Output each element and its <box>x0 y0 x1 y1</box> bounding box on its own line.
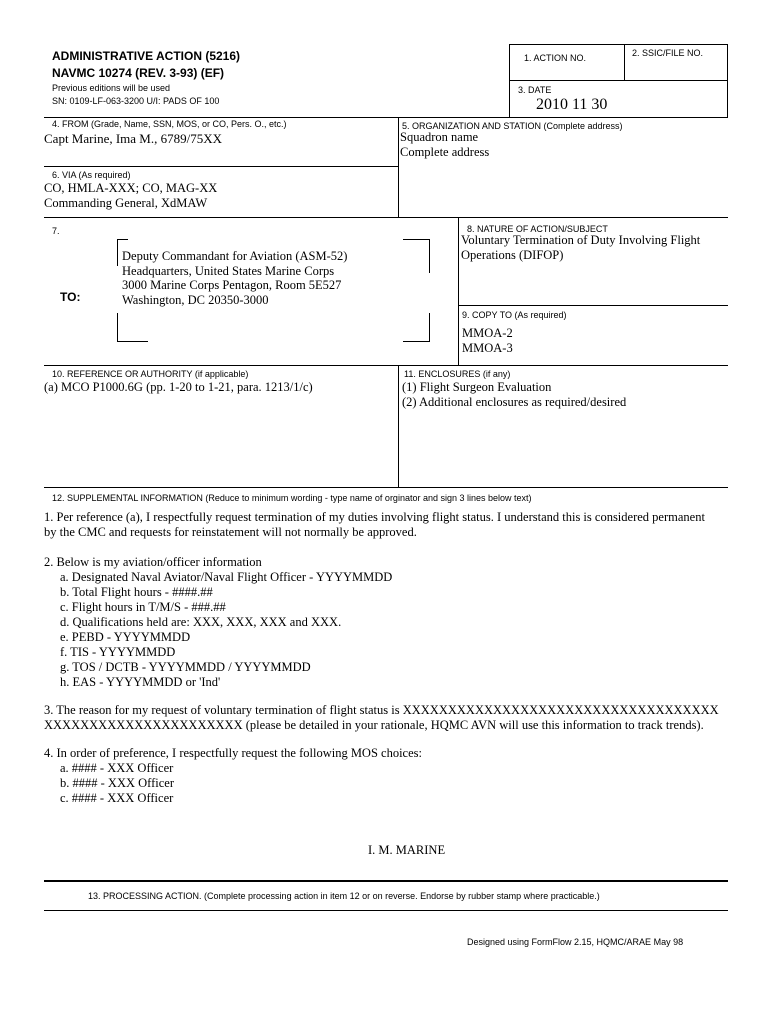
supplemental-info-label: 12. SUPPLEMENTAL INFORMATION (Reduce to minimum wording - type name of orginator and sign 3 lines below text) <box>52 493 532 503</box>
ssic-file-no-field[interactable] <box>632 62 724 76</box>
nature-of-action-label: 8. NATURE OF ACTION/SUBJECT <box>467 224 608 234</box>
enclosure-line: (1) Flight Surgeon Evaluation <box>402 380 552 394</box>
reference-label: 10. REFERENCE OR AUTHORITY (if applicable) <box>52 369 249 379</box>
form-title: ADMINISTRATIVE ACTION (5216) <box>52 49 241 63</box>
mos-choice-list <box>44 761 728 806</box>
copy-to-line: MMOA-2 <box>462 326 513 340</box>
paragraph-2 <box>44 555 728 690</box>
list-item: e. PEBD - YYYYMMDD <box>60 630 191 644</box>
list-item: a. #### - XXX Officer <box>60 761 174 775</box>
to-label: TO: <box>60 290 81 304</box>
copy-to-line: MMOA-3 <box>462 340 513 355</box>
form-number: NAVMC 10274 (REV. 3-93) (EF) <box>52 66 225 80</box>
via-line: CO, HMLA-XXX; CO, MAG-XX <box>44 181 218 195</box>
from-field[interactable]: Capt Marine, Ima M., 6789/75XX <box>44 131 223 146</box>
paragraph-line: XXXXXXXXXXXXXXXXXXXXXX (please be detailed in your rationale, HQMC AVN will use this information to track trends). <box>44 718 704 732</box>
previous-editions-note: Previous editions will be used <box>52 83 171 93</box>
organization-line: Complete address <box>400 144 490 159</box>
list-item: c. Flight hours in T/M/S - ###.## <box>60 600 226 614</box>
via-field[interactable] <box>44 181 217 210</box>
nature-of-action-line: Operations (DIFOP) <box>461 247 564 262</box>
processing-action-label: 13. PROCESSING ACTION. (Complete processing action in item 12 or on reverse. Endorse by rubber stamp where practicable.) <box>88 891 600 901</box>
action-no-field[interactable] <box>524 66 620 78</box>
reference-line: (a) MCO P1000.6G (pp. 1-20 to 1-21, para. 1213/1/c) <box>44 380 313 394</box>
info-list <box>44 570 728 690</box>
paragraph-line: 1. Per reference (a), I respectfully request termination of my duties involving flight status. I understand this is considered permanent <box>44 510 705 524</box>
paragraph-lead: 4. In order of preference, I respectfully request the following MOS choices: <box>44 746 422 760</box>
paragraph-3 <box>44 703 728 733</box>
enclosure-line: (2) Additional enclosures as required/desired <box>402 394 627 409</box>
to-number-label: 7. <box>52 226 60 236</box>
to-address-line: 3000 Marine Corps Pentagon, Room 5E527 <box>122 278 342 292</box>
nature-of-action-field[interactable] <box>461 233 700 262</box>
paragraph-4 <box>44 746 728 806</box>
list-item: d. Qualifications held are: XXX, XXX, XXX and XXX. <box>60 615 342 629</box>
paragraph-line: by the CMC and requests for reinstatement will not normally be approved. <box>44 525 417 539</box>
action-no-label: 1. ACTION NO. <box>524 53 587 63</box>
stock-number: SN: 0109-LF-063-3200 U/I: PADS OF 100 <box>52 96 220 106</box>
enclosures-field[interactable] <box>402 380 626 409</box>
to-address-field[interactable] <box>122 249 347 307</box>
organization-field[interactable] <box>400 130 489 159</box>
enclosures-label: 11. ENCLOSURES (if any) <box>404 369 511 379</box>
date-label: 3. DATE <box>518 85 552 95</box>
formflow-credit: Designed using FormFlow 2.15, HQMC/ARAE May 98 <box>467 937 684 947</box>
organization-line: Squadron name <box>400 130 479 144</box>
list-item: h. EAS - YYYYMMDD or 'Ind' <box>60 675 221 689</box>
via-label: 6. VIA (As required) <box>52 170 131 180</box>
from-label: 4. FROM (Grade, Name, SSN, MOS, or CO, Pers. O., etc.) <box>52 119 287 129</box>
date-field[interactable]: 2010 11 30 <box>536 96 608 113</box>
to-address-line: Washington, DC 20350-3000 <box>122 292 269 307</box>
list-item: f. TIS - YYYYMMDD <box>60 645 176 659</box>
list-item: g. TOS / DCTB - YYYYMMDD / YYYYMMDD <box>60 660 311 674</box>
paragraph-line: 3. The reason for my request of voluntary termination of flight status is XXXXXXXXXXXXXXXXXXXXXXXXXXXXXXXXXXX <box>44 703 719 717</box>
list-item: b. Total Flight hours - ####.## <box>60 585 213 599</box>
organization-label: 5. ORGANIZATION AND STATION (Complete address) <box>402 121 623 131</box>
copy-to-field[interactable] <box>462 326 513 355</box>
to-address-line: Deputy Commandant for Aviation (ASM-52) <box>122 249 348 263</box>
signature-name: I. M. MARINE <box>368 843 446 857</box>
reference-field[interactable] <box>44 380 313 395</box>
paragraph-1 <box>44 510 728 540</box>
ssic-file-no-label: 2. SSIC/FILE NO. <box>632 48 704 58</box>
nature-of-action-line: Voluntary Termination of Duty Involving Flight <box>461 233 701 247</box>
list-item: a. Designated Naval Aviator/Naval Flight Officer - YYYYMMDD <box>60 570 393 584</box>
via-line: Commanding General, XdMAW <box>44 195 208 210</box>
list-item: b. #### - XXX Officer <box>60 776 174 790</box>
paragraph-lead: 2. Below is my aviation/officer information <box>44 555 262 569</box>
supplemental-info-field[interactable] <box>44 510 728 806</box>
to-address-line: Headquarters, United States Marine Corps <box>122 263 335 278</box>
list-item: c. #### - XXX Officer <box>60 791 174 805</box>
copy-to-label: 9. COPY TO (As required) <box>462 310 567 320</box>
